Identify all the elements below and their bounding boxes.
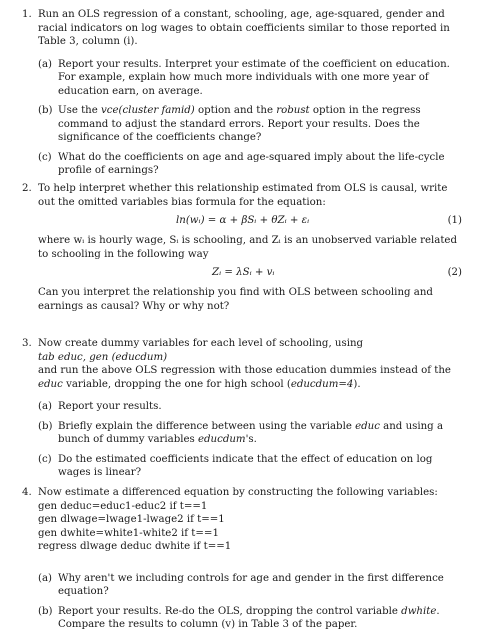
question-text: Now estimate a differenced equation by constructing the following variables: gen deduc=educ1-educ2 if t==1 gen dlwage=lwage1-lwage2 if t==1 gen dwhite=white1-white2 if t==1 regress dlwage deduc dwhite if t==1 [38,486,462,554]
subquestion-label: (c) [38,453,52,465]
variable-name: educ [38,378,63,390]
subquestion-text: Use the vce(cluster famid) option and the robust option in the regress command to adjust the standard errors. Report your results. Does the significance of the coefficients change? [58,105,421,143]
equation-1 [38,214,462,229]
stata-command: tab educ, gen (educdum) [38,351,168,363]
variable-name: educdum=4 [290,378,354,390]
option-name: vce(cluster famid) [101,105,195,116]
equation-number: (2) [447,267,462,278]
subquestion-label: (a) [38,572,53,584]
subquestion-label: (a) [38,401,53,412]
question-3 [22,337,462,480]
equation-block [38,214,462,229]
code-line: regress dlwage deduc dwhite if t==1 [38,541,232,552]
subquestion-1b [38,104,462,145]
question-text: where wᵢ is hourly wage, Sᵢ is schooling, and Zᵢ is an unobserved variable related to schooling in the following way [38,235,457,260]
equation-block [38,266,462,281]
question-1 [22,8,462,178]
subquestion-3c [38,453,462,480]
subquestion-label: (c) [38,151,52,163]
question-text: Run an OLS regression of a constant, schooling, age, age-squared, gender and racial indicators on log wages to obtain coefficients similar to those reported in Table 3, column (i). [38,9,450,47]
subquestion-label: (b) [38,420,53,432]
question-number: 3. [22,338,32,349]
subquestion-text: Do the estimated coefficients indicate that the effect of education on log wages is linear? [58,453,433,478]
code-line: gen dwhite=white1-white2 if t==1 [38,527,219,539]
subquestion-label: (b) [38,105,53,116]
question-2 [22,182,462,313]
equation-2 [38,266,462,281]
subquestion-label: (a) [38,58,53,70]
question-number: 4. [22,487,32,498]
stata-code-block [38,500,462,554]
subquestion-1c [38,151,462,178]
subquestion-text: Briefly explain the difference between using the variable educ and using a bunch of dummy variables educdum's. [58,420,444,445]
subquestion-3b [38,420,462,447]
subquestion-4b [38,605,462,632]
subquestion-text: Report your results. Re-do the OLS, dropping the control variable dwhite. Compare the results to column (v) in Table 3 of the paper. [58,605,440,630]
code-line: gen deduc=educ1-educ2 if t==1 [38,500,208,512]
subquestion-4a [38,572,462,599]
subquestion-label: (b) [38,605,53,617]
question-number: 2. [22,183,32,194]
code-line: gen dlwage=lwage1-lwage2 if t==1 [38,514,225,525]
variable-name: educ [355,420,380,432]
subquestion-1a [38,58,462,99]
question-number: 1. [22,9,32,20]
subquestion-text: Report your results. [58,401,162,412]
question-text: Can you interpret the relationship you find with OLS between schooling and earnings as causal? Why or why not? [38,287,433,312]
subquestion-text: Why aren't we including controls for age and gender in the first difference equation? [58,572,444,597]
equation-formula: Zᵢ = λSᵢ + vᵢ [212,267,275,278]
option-name: robust [276,105,310,116]
subquestion-text: Report your results. Interpret your estimate of the coefficient on education. For example, explain how much more individuals with one more year of education earn, on average. [58,58,450,97]
equation-formula: ln(wᵢ) = α + βSᵢ + θZᵢ + εᵢ [176,215,310,226]
question-text: To help interpret whether this relationship estimated from OLS is causal, write out the omitted variables bias formula for the equation: [38,183,448,208]
variable-name: dwhite [401,605,437,617]
variable-name: educdum [198,434,246,445]
question-4 [22,486,462,632]
equation-number: (1) [447,215,462,226]
subquestion-3a [38,400,462,414]
subquestion-text: What do the coefficients on age and age-squared imply about the life-cycle profile of earnings? [58,151,445,176]
question-text: Now create dummy variables for each level of schooling, using tab educ, gen (educdum) and run the above OLS regression with those education dummies instead of the educ variable, dropping the one for high school (educdum=4). [38,337,462,391]
